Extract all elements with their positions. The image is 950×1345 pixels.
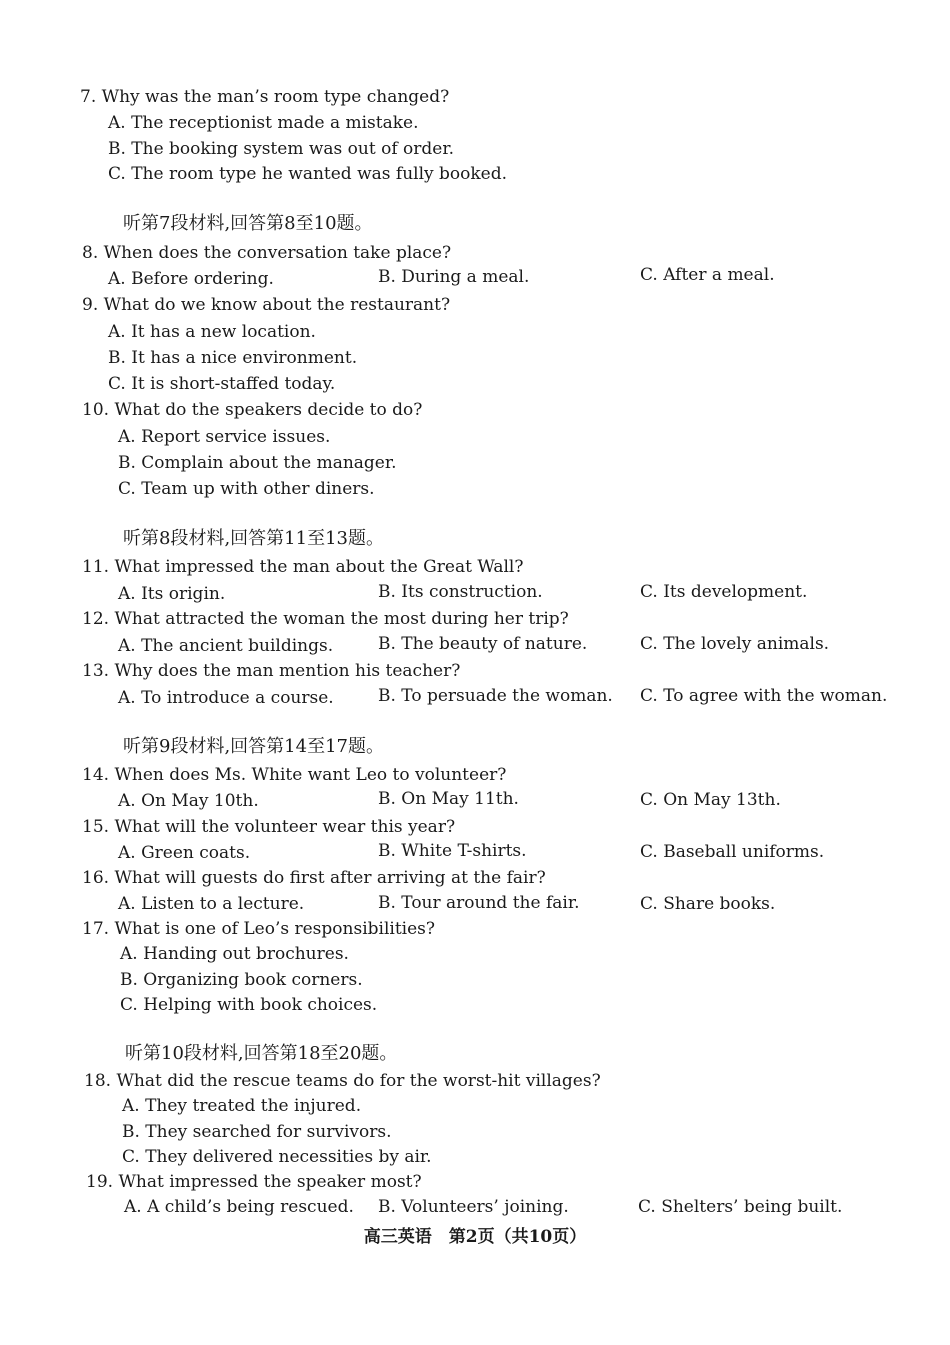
question-13-option-b: B. To persuade the woman. xyxy=(378,686,613,706)
question-15-option-b: B. White T-shirts. xyxy=(378,841,527,861)
question-16-option-c: C. Share books. xyxy=(640,894,776,914)
question-7-option-a: A. The receptionist made a mistake. xyxy=(108,113,419,133)
question-15-option-c: C. Baseball uniforms. xyxy=(640,842,825,862)
question-17-option-b: B. Organizing book corners. xyxy=(120,970,363,990)
question-15-option-a: A. Green coats. xyxy=(118,843,251,863)
question-10-option-b: B. Complain about the manager. xyxy=(118,453,397,473)
question-18-option-c: C. They delivered necessities by air. xyxy=(122,1147,432,1167)
question-13-option-c: C. To agree with the woman. xyxy=(640,686,888,706)
question-9-option-a: A. It has a new location. xyxy=(108,322,316,342)
question-8-stem: 8. When does the conversation take place? xyxy=(82,243,452,263)
question-8-option-b: B. During a meal. xyxy=(378,267,530,287)
question-11-option-b: B. Its construction. xyxy=(378,582,543,602)
question-19-option-a: A. A child’s being rescued. xyxy=(124,1197,354,1217)
question-13-stem: 13. Why does the man mention his teacher? xyxy=(82,661,461,681)
question-8-option-a: A. Before ordering. xyxy=(108,269,274,289)
question-17-option-a: A. Handing out brochures. xyxy=(120,944,349,964)
question-15-stem: 15. What will the volunteer wear this year? xyxy=(82,817,456,837)
question-9-stem: 9. What do we know about the restaurant? xyxy=(82,295,451,315)
question-10-option-a: A. Report service issues. xyxy=(118,427,331,447)
question-19-option-c: C. Shelters’ being built. xyxy=(638,1197,843,1217)
question-8-option-c: C. After a meal. xyxy=(640,265,775,285)
question-11-option-a: A. Its origin. xyxy=(118,584,226,604)
question-12-option-b: B. The beauty of nature. xyxy=(378,634,588,654)
question-14-option-b: B. On May 11th. xyxy=(378,789,519,809)
question-18-option-a: A. They treated the injured. xyxy=(122,1096,362,1116)
question-19-option-b: B. Volunteers’ joining. xyxy=(378,1197,569,1217)
question-12-stem: 12. What attracted the woman the most during her trip? xyxy=(82,609,569,629)
question-18-stem: 18. What did the rescue teams do for the worst-hit villages? xyxy=(84,1071,601,1091)
page-footer: 高三英语 第2页（共10页） xyxy=(363,1227,587,1247)
question-14-option-c: C. On May 13th. xyxy=(640,790,781,810)
question-12-option-c: C. The lovely animals. xyxy=(640,634,830,654)
question-16-option-b: B. Tour around the fair. xyxy=(378,893,580,913)
question-11-option-c: C. Its development. xyxy=(640,582,808,602)
question-12-option-a: A. The ancient buildings. xyxy=(118,636,334,656)
section-heading-7: 听第7段材料,回答第8至10题。 xyxy=(123,213,373,234)
question-7-option-c: C. The room type he wanted was fully booked. xyxy=(108,164,508,184)
section-heading-10: 听第10段材料,回答第18至20题。 xyxy=(125,1043,398,1064)
question-17-stem: 17. What is one of Leo’s responsibilities? xyxy=(82,919,435,939)
question-16-stem: 16. What will guests do first after arriving at the fair? xyxy=(82,868,546,888)
question-10-stem: 10. What do the speakers decide to do? xyxy=(82,400,423,420)
question-16-option-a: A. Listen to a lecture. xyxy=(118,894,305,914)
section-heading-9: 听第9段材料,回答第14至17题。 xyxy=(123,736,384,757)
question-13-option-a: A. To introduce a course. xyxy=(118,688,334,708)
question-19-stem: 19. What impressed the speaker most? xyxy=(86,1172,422,1192)
question-9-option-b: B. It has a nice environment. xyxy=(108,348,358,368)
question-11-stem: 11. What impressed the man about the Great Wall? xyxy=(82,557,524,577)
question-7-stem: 7. Why was the man’s room type changed? xyxy=(80,87,450,107)
question-14-option-a: A. On May 10th. xyxy=(118,791,259,811)
question-18-option-b: B. They searched for survivors. xyxy=(122,1122,392,1142)
section-heading-8: 听第8段材料,回答第11至13题。 xyxy=(123,528,384,549)
question-14-stem: 14. When does Ms. White want Leo to volunteer? xyxy=(82,765,507,785)
question-9-option-c: C. It is short-staffed today. xyxy=(108,374,336,394)
question-10-option-c: C. Team up with other diners. xyxy=(118,479,375,499)
question-17-option-c: C. Helping with book choices. xyxy=(120,995,378,1015)
question-7-option-b: B. The booking system was out of order. xyxy=(108,139,454,159)
